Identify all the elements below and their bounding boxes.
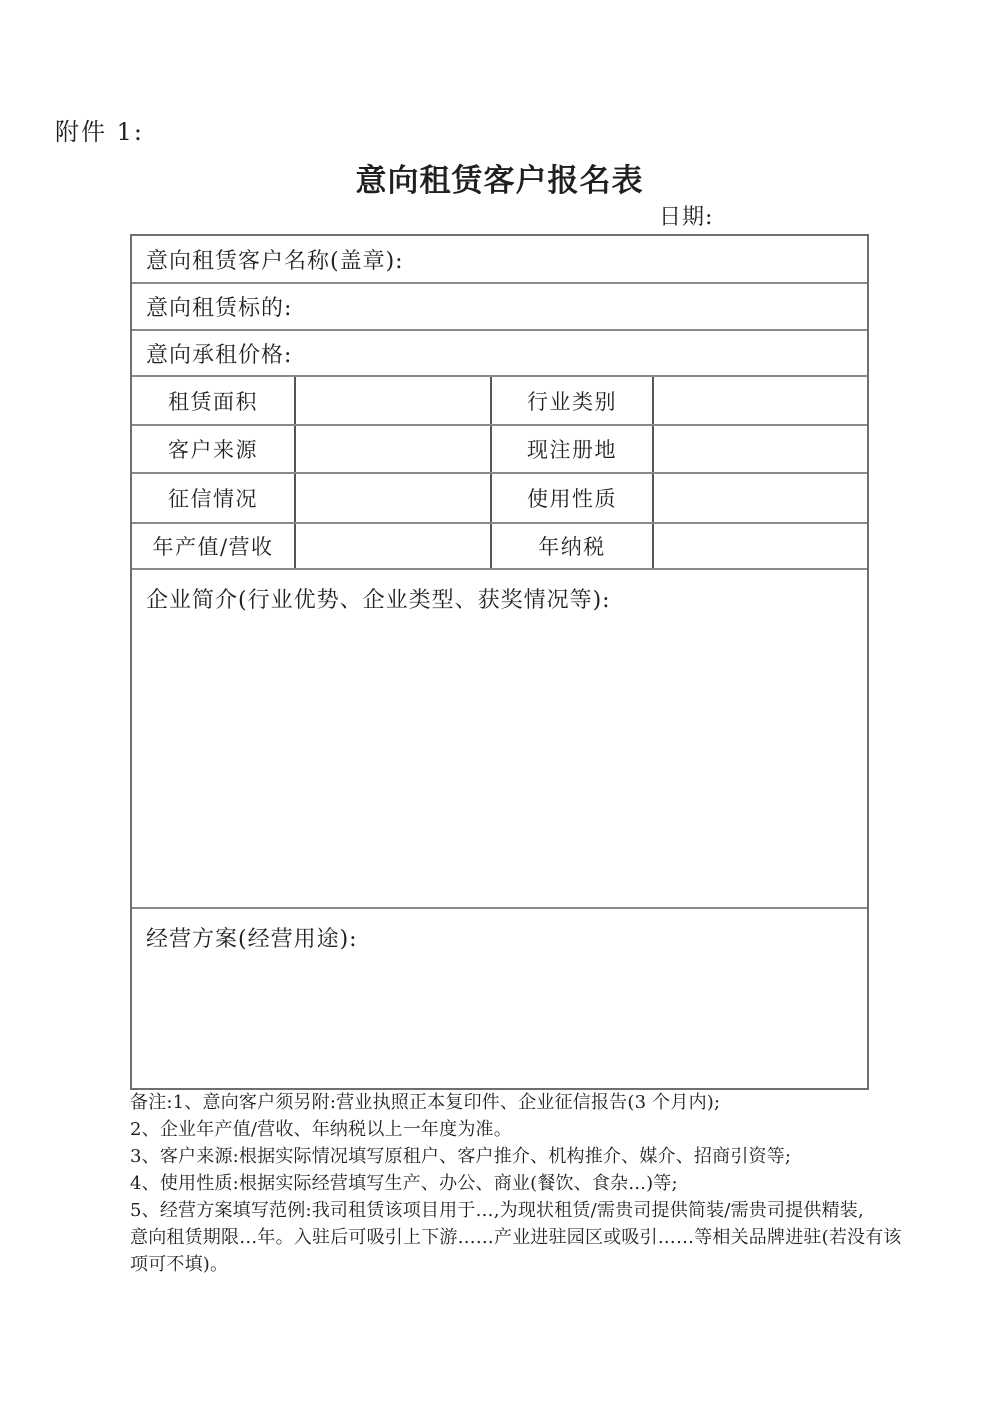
note-line-4: 4、使用性质:根据实际经营填写生产、办公、商业(餐饮、食杂...)等;	[130, 1173, 678, 1194]
lease-area-input[interactable]	[294, 377, 490, 424]
registered-address-label: 现注册地	[527, 438, 617, 462]
customer-source-label: 客户来源	[168, 438, 258, 462]
row-output-tax	[132, 522, 867, 568]
note-line-5: 5、经营方案填写范例:我司租赁该项目用于…,为现状租赁/需贵司提供简装/需贵司提供精装,	[130, 1200, 864, 1221]
industry-category-label-cell	[490, 377, 652, 424]
lease-price-label: 意向承租价格:	[146, 342, 293, 368]
credit-status-label-cell	[132, 474, 294, 522]
row-source-registration	[132, 424, 867, 472]
note-line-1: 备注:1、意向客户须另附:营业执照正本复印件、企业征信报告(3 个月内);	[130, 1092, 721, 1113]
business-plan-label: 经营方案(经营用途):	[146, 927, 358, 952]
usage-nature-input[interactable]	[652, 474, 867, 522]
footnotes	[130, 1089, 902, 1278]
customer-source-label-cell	[132, 426, 294, 472]
note-line-7: 项可不填)。	[130, 1254, 229, 1275]
industry-category-label: 行业类别	[527, 389, 617, 414]
lease-area-label: 租赁面积	[168, 389, 258, 414]
industry-category-input[interactable]	[652, 377, 867, 424]
credit-status-input[interactable]	[294, 474, 490, 522]
lease-area-label-cell	[132, 377, 294, 424]
row-company-profile	[132, 568, 867, 907]
row-lease-price[interactable]	[132, 329, 867, 375]
note-line-6: 意向租赁期限…年。入驻后可吸引上下游……产业进驻园区或吸引……等相关品牌进驻(若没有该	[130, 1227, 902, 1248]
page-title: 意向租赁客户报名表	[355, 163, 644, 199]
registered-address-label-cell	[490, 426, 652, 472]
annual-output-label-cell	[132, 524, 294, 568]
usage-nature-label: 使用性质	[527, 487, 617, 511]
annual-output-label: 年产值/营收	[152, 535, 274, 559]
company-profile-label: 企业简介(行业优势、企业类型、获奖情况等):	[146, 588, 611, 613]
company-profile-input[interactable]	[146, 614, 853, 907]
row-lease-target[interactable]	[132, 282, 867, 329]
annual-tax-input[interactable]	[652, 524, 867, 568]
row-credit-usage	[132, 472, 867, 522]
customer-name-label: 意向租赁客户名称(盖章):	[146, 248, 404, 274]
customer-source-input[interactable]	[294, 426, 490, 472]
note-line-2: 2、企业年产值/营收、年纳税以上一年度为准。	[130, 1119, 512, 1140]
registered-address-input[interactable]	[652, 426, 867, 472]
annual-tax-label-cell	[490, 524, 652, 568]
date-label: 日期:	[659, 205, 714, 230]
attachment-label: 附件 1:	[55, 118, 144, 146]
annual-output-input[interactable]	[294, 524, 490, 568]
date-input[interactable]	[713, 205, 833, 231]
row-business-plan	[132, 907, 867, 1088]
business-plan-input[interactable]	[146, 953, 853, 1088]
annual-tax-label: 年纳税	[538, 535, 606, 559]
note-line-3: 3、客户来源:根据实际情况填写原租户、客户推介、机构推介、媒介、招商引资等;	[130, 1146, 792, 1167]
row-area-industry	[132, 375, 867, 424]
registration-form-table	[130, 234, 869, 1090]
date-row	[659, 200, 833, 231]
row-customer-name[interactable]	[132, 236, 867, 282]
lease-target-label: 意向租赁标的:	[146, 296, 293, 321]
credit-status-label: 征信情况	[168, 487, 258, 511]
usage-nature-label-cell	[490, 474, 652, 522]
